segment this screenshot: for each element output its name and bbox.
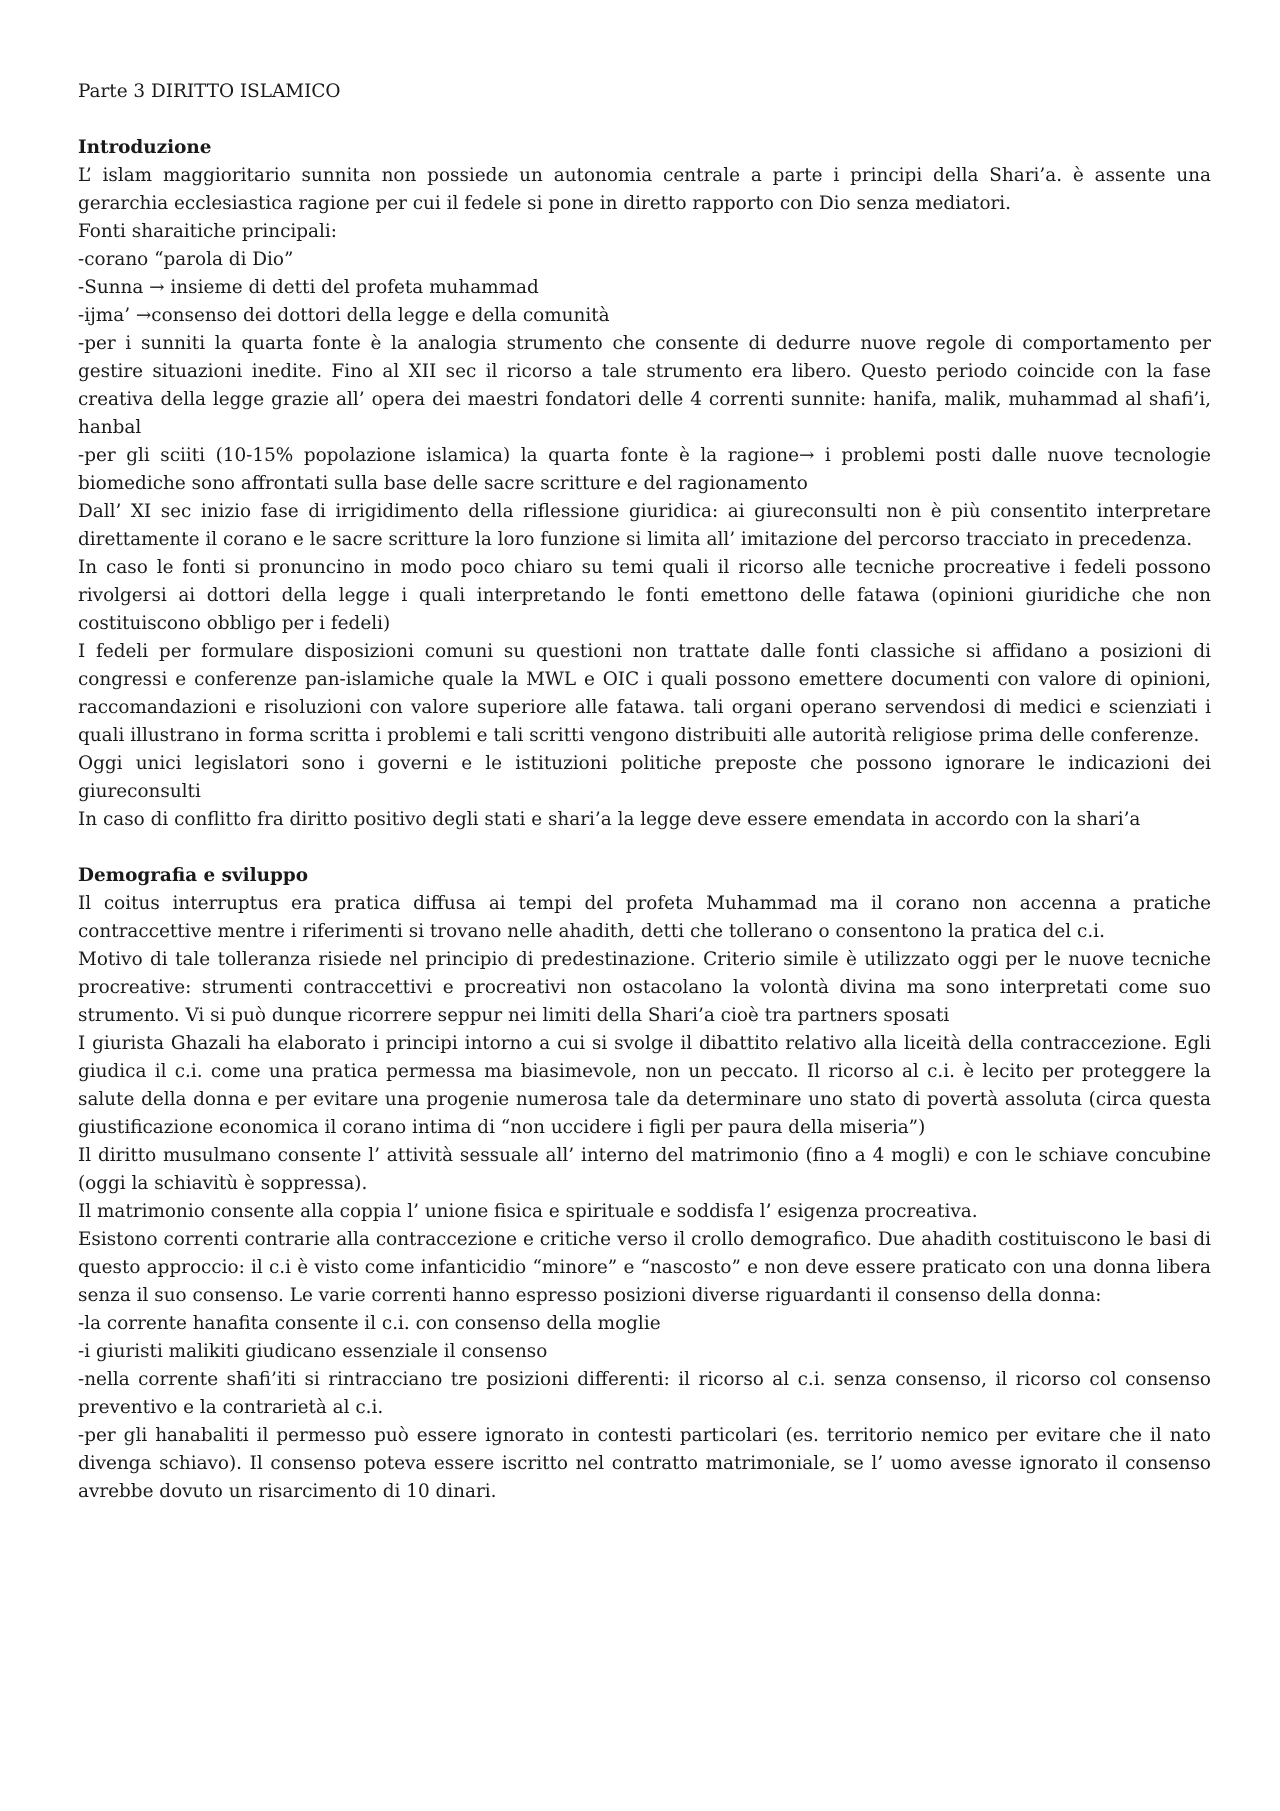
spacer bbox=[78, 106, 1211, 134]
list-item: -Sunna → insieme di detti del profeta muhammad bbox=[78, 277, 539, 298]
document-title: Parte 3 DIRITTO ISLAMICO bbox=[78, 81, 341, 102]
paragraph: Il matrimonio consente alla coppia l’ unione fisica e spirituale e soddisfa l’ esigenza procreativa. bbox=[78, 1201, 978, 1222]
paragraph: Motivo di tale tolleranza risiede nel principio di predestinazione. Criterio simile è utilizzato oggi per le nuove tecniche procreative: strumenti contraccettivi e procreativi non ostacolano la volontà divina ma sono interpretati come suo strumento. Vi si può dunque ricorrere seppur nei limiti della Shari’a cioè tra partners sposati bbox=[78, 949, 1211, 1026]
list-item: -i giuristi malikiti giudicano essenziale il consenso bbox=[78, 1341, 548, 1362]
paragraph: I fedeli per formulare disposizioni comuni su questioni non trattate dalle fonti classiche si affidano a posizioni di congressi e conferenze pan-islamiche quale la MWL e OIC i quali possono emettere documenti con valore di opinioni, raccomandazioni e risoluzioni con valore superiore alle fatawa. tali organi operano servendosi di medici e scienziati i quali illustrano in forma scritta i problemi e tali scritti vengono distribuiti alle autorità religiose prima delle conferenze. bbox=[78, 641, 1211, 746]
list-item: -per gli hanabaliti il permesso può essere ignorato in contesti particolari (es. territorio nemico per evitare che il nato divenga schiavo). Il consenso poteva essere iscritto nel contratto matrimoniale, se l’ uomo avesse ignorato il consenso avrebbe dovuto un risarcimento di 10 dinari. bbox=[78, 1425, 1211, 1502]
section-heading-demografia: Demografia e sviluppo bbox=[78, 865, 308, 886]
document-page bbox=[78, 78, 1211, 1506]
list-item: -ijma’ →consenso dei dottori della legge e della comunità bbox=[78, 305, 610, 326]
paragraph: In caso le fonti si pronuncino in modo poco chiaro su temi quali il ricorso alle tecniche procreative i fedeli possono rivolgersi ai dottori della legge i quali interpretando le fonti emettono delle fatawa (opinioni giuridiche che non costituiscono obbligo per i fedeli) bbox=[78, 557, 1211, 634]
paragraph: I giurista Ghazali ha elaborato i principi intorno a cui si svolge il dibattito relativo alla liceità della contraccezione. Egli giudica il c.i. come una pratica permessa ma biasimevole, non un peccato. Il ricorso al c.i. è lecito per proteggere la salute della donna e per evitare una progenie numerosa tale da determinare uno stato di povertà assoluta (circa questa giustificazione economica il corano intima di “non uccidere i figli per paura della miseria”) bbox=[78, 1033, 1211, 1138]
list-item: -per i sunniti la quarta fonte è la analogia strumento che consente di dedurre nuove regole di comportamento per gestire situazioni inedite. Fino al XII sec il ricorso a tale strumento era libero. Questo periodo coincide con la fase creativa della legge grazie all’ opera dei maestri fondatori delle 4 correnti sunnite: hanifa, malik, muhammad al shafi’i, hanbal bbox=[78, 333, 1211, 438]
list-item: -la corrente hanafita consente il c.i. con consenso della moglie bbox=[78, 1313, 661, 1334]
paragraph: Il coitus interruptus era pratica diffusa ai tempi del profeta Muhammad ma il corano non accenna a pratiche contraccettive mentre i riferimenti si trovano nelle ahadith, detti che tollerano o consentono la pratica del c.i. bbox=[78, 893, 1211, 942]
paragraph: In caso di conflitto fra diritto positivo degli stati e shari’a la legge deve essere emendata in accordo con la shari’a bbox=[78, 809, 1141, 830]
paragraph: Oggi unici legislatori sono i governi e le istituzioni politiche preposte che possono ignorare le indicazioni dei giureconsulti bbox=[78, 753, 1211, 802]
paragraph: Il diritto musulmano consente l’ attività sessuale all’ interno del matrimonio (fino a 4 mogli) e con le schiave concubine (oggi la schiavitù è soppressa). bbox=[78, 1145, 1211, 1194]
list-item: -per gli sciiti (10-15% popolazione islamica) la quarta fonte è la ragione→ i problemi posti dalle nuove tecnologie biomediche sono affrontati sulla base delle sacre scritture e del ragionamento bbox=[78, 445, 1211, 494]
spacer bbox=[78, 834, 1211, 862]
paragraph: Esistono correnti contrarie alla contraccezione e critiche verso il crollo demografico. Due ahadith costituiscono le basi di questo approccio: il c.i è visto come infanticidio “minore” e “nascosto” e non deve essere praticato con una donna libera senza il suo consenso. Le varie correnti hanno espresso posizioni diverse riguardanti il consenso della donna: bbox=[78, 1229, 1211, 1306]
paragraph: L’ islam maggioritario sunnita non possiede un autonomia centrale a parte i principi della Shari’a. è assente una gerarchia ecclesiastica ragione per cui il fedele si pone in diretto rapporto con Dio senza mediatori. bbox=[78, 165, 1211, 214]
paragraph: Fonti sharaitiche principali: bbox=[78, 221, 337, 242]
section-heading-introduzione: Introduzione bbox=[78, 137, 212, 158]
list-item: -corano “parola di Dio” bbox=[78, 249, 294, 270]
list-item: -nella corrente shafi’iti si rintracciano tre posizioni differenti: il ricorso al c.i. senza consenso, il ricorso col consenso preventivo e la contrarietà al c.i. bbox=[78, 1369, 1211, 1418]
paragraph: Dall’ XI sec inizio fase di irrigidimento della riflessione giuridica: ai giureconsulti non è più consentito interpretare direttamente il corano e le sacre scritture la loro funzione si limita all’ imitazione del percorso tracciato in precedenza. bbox=[78, 501, 1211, 550]
